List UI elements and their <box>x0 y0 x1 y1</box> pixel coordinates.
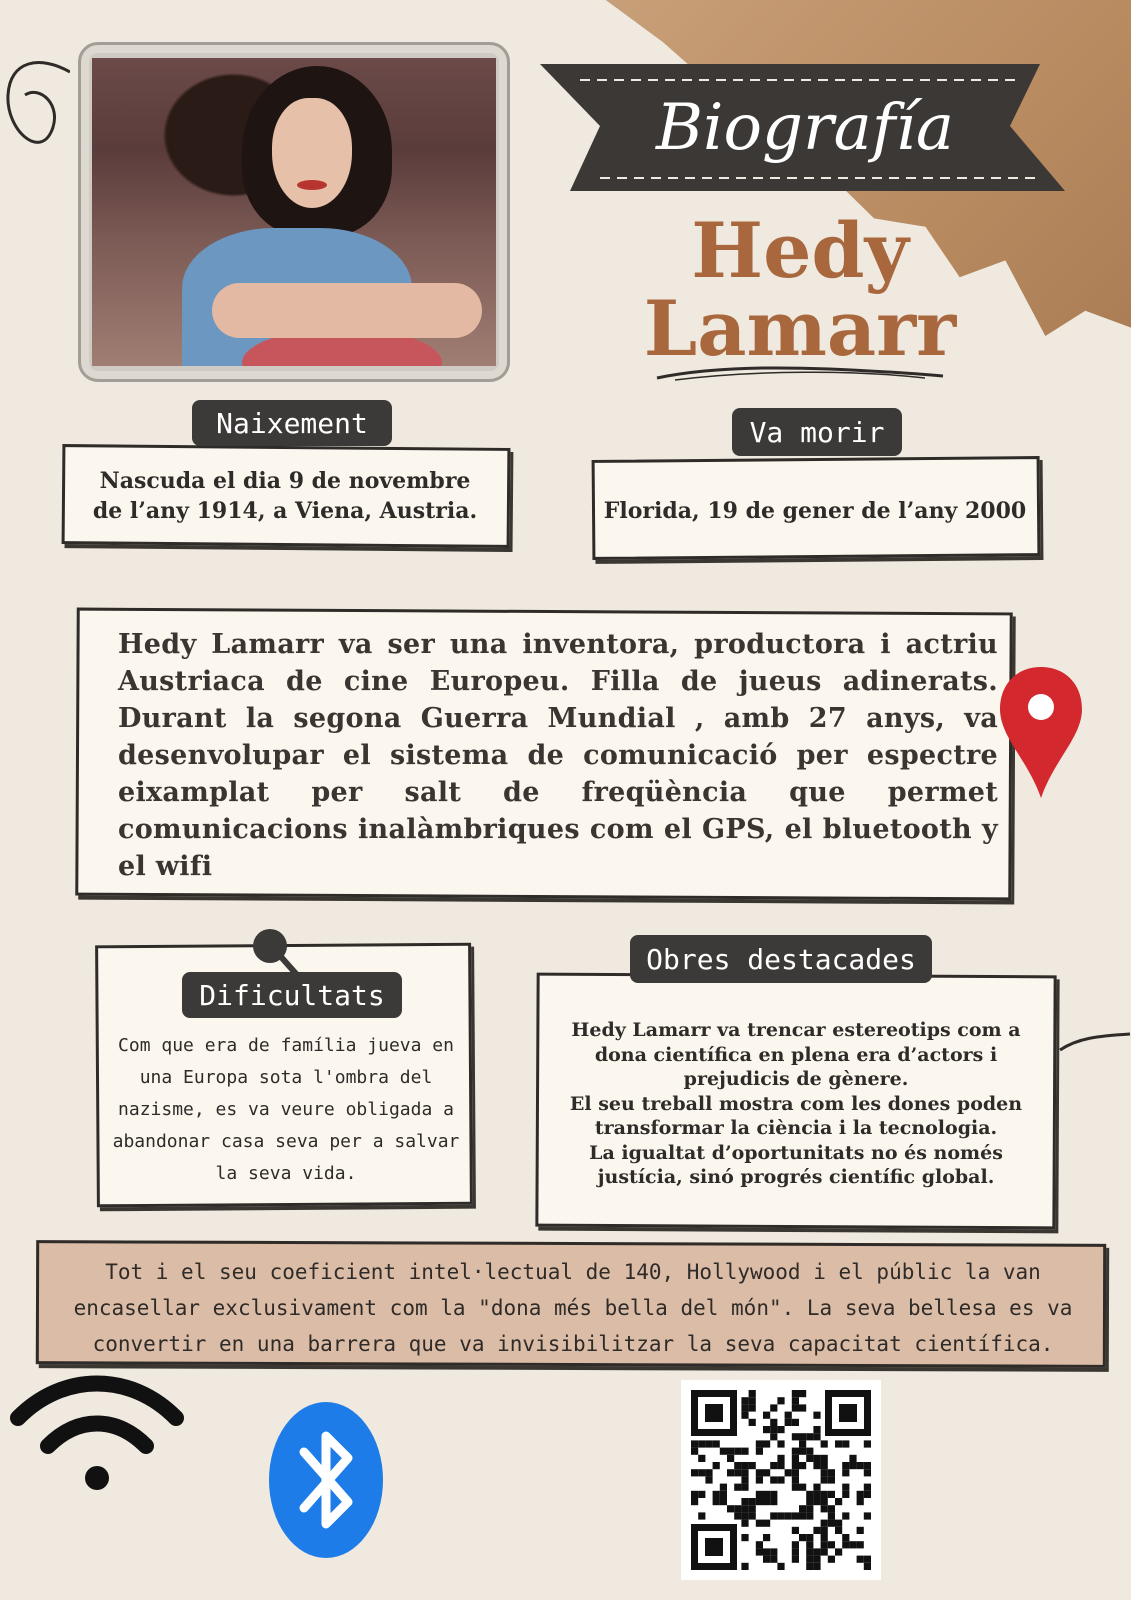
bio-text: Hedy Lamarr va ser una inventora, productora i actriu Austriaca de cine Europeu. Filla de jueus adinerats. Durant la segona Guerra Mundial , amb 27 anys, va desenvolupar el sistema de comunicació per espectre eixamplat per salt de freqüència que permet comunicacions inalàmbriques com el GPS, el bluetooth y el wifi <box>118 629 998 882</box>
death-tag: Va morir <box>732 408 902 456</box>
portrait-photo <box>92 58 496 366</box>
name-last: Lamarr <box>643 284 957 373</box>
works-line: Hedy Lamarr va trencar estereotips com a dona científica en plena era d’actors i prejudicis de gènere. <box>571 1019 1021 1090</box>
name-underline <box>655 362 945 384</box>
works-line: La igualtat d’oportunitats no és només justícia, sinó progrés científic global. <box>589 1141 1003 1188</box>
difficulties-text: Com que era de família jueva en una Europa sota l'ombra del nazisme, es va veure obligada a abandonar casa seva per a salvar la seva vida. <box>112 1035 460 1184</box>
swirl-decoration <box>0 50 70 160</box>
death-text: Florida, 19 de gener de l’any 2000 <box>603 498 1027 524</box>
qr-code <box>681 1380 881 1580</box>
name-first: Hedy <box>691 206 909 295</box>
wifi-icon <box>8 1360 186 1500</box>
person-name <box>600 206 1000 373</box>
works-text <box>546 1018 1046 1190</box>
birth-text: Nascuda el dia 9 de novembre de l’any 1914, a Viena, Austria. <box>92 468 478 524</box>
iq-text: Tot i el seu coeficient intel·lectual de 140, Hollywood i el públic la van encasellar exclusivament com la "dona més bella del món". La seva bellesa es va convertir en una barrera que va invisibilitzar la seva capacitat científica. <box>73 1260 1073 1356</box>
works-tag: Obres destacades <box>630 935 932 983</box>
banner-title: Biografía <box>655 91 955 165</box>
difficulties-tag: Dificultats <box>182 972 402 1018</box>
location-pin-icon <box>998 665 1084 800</box>
works-line: El seu treball mostra com les dones poden transformar la ciència i la tecnologia. <box>569 1092 1023 1139</box>
birth-tag: Naixement <box>192 400 392 446</box>
squiggle-decoration <box>1058 1030 1131 1054</box>
bluetooth-icon <box>266 1400 386 1560</box>
